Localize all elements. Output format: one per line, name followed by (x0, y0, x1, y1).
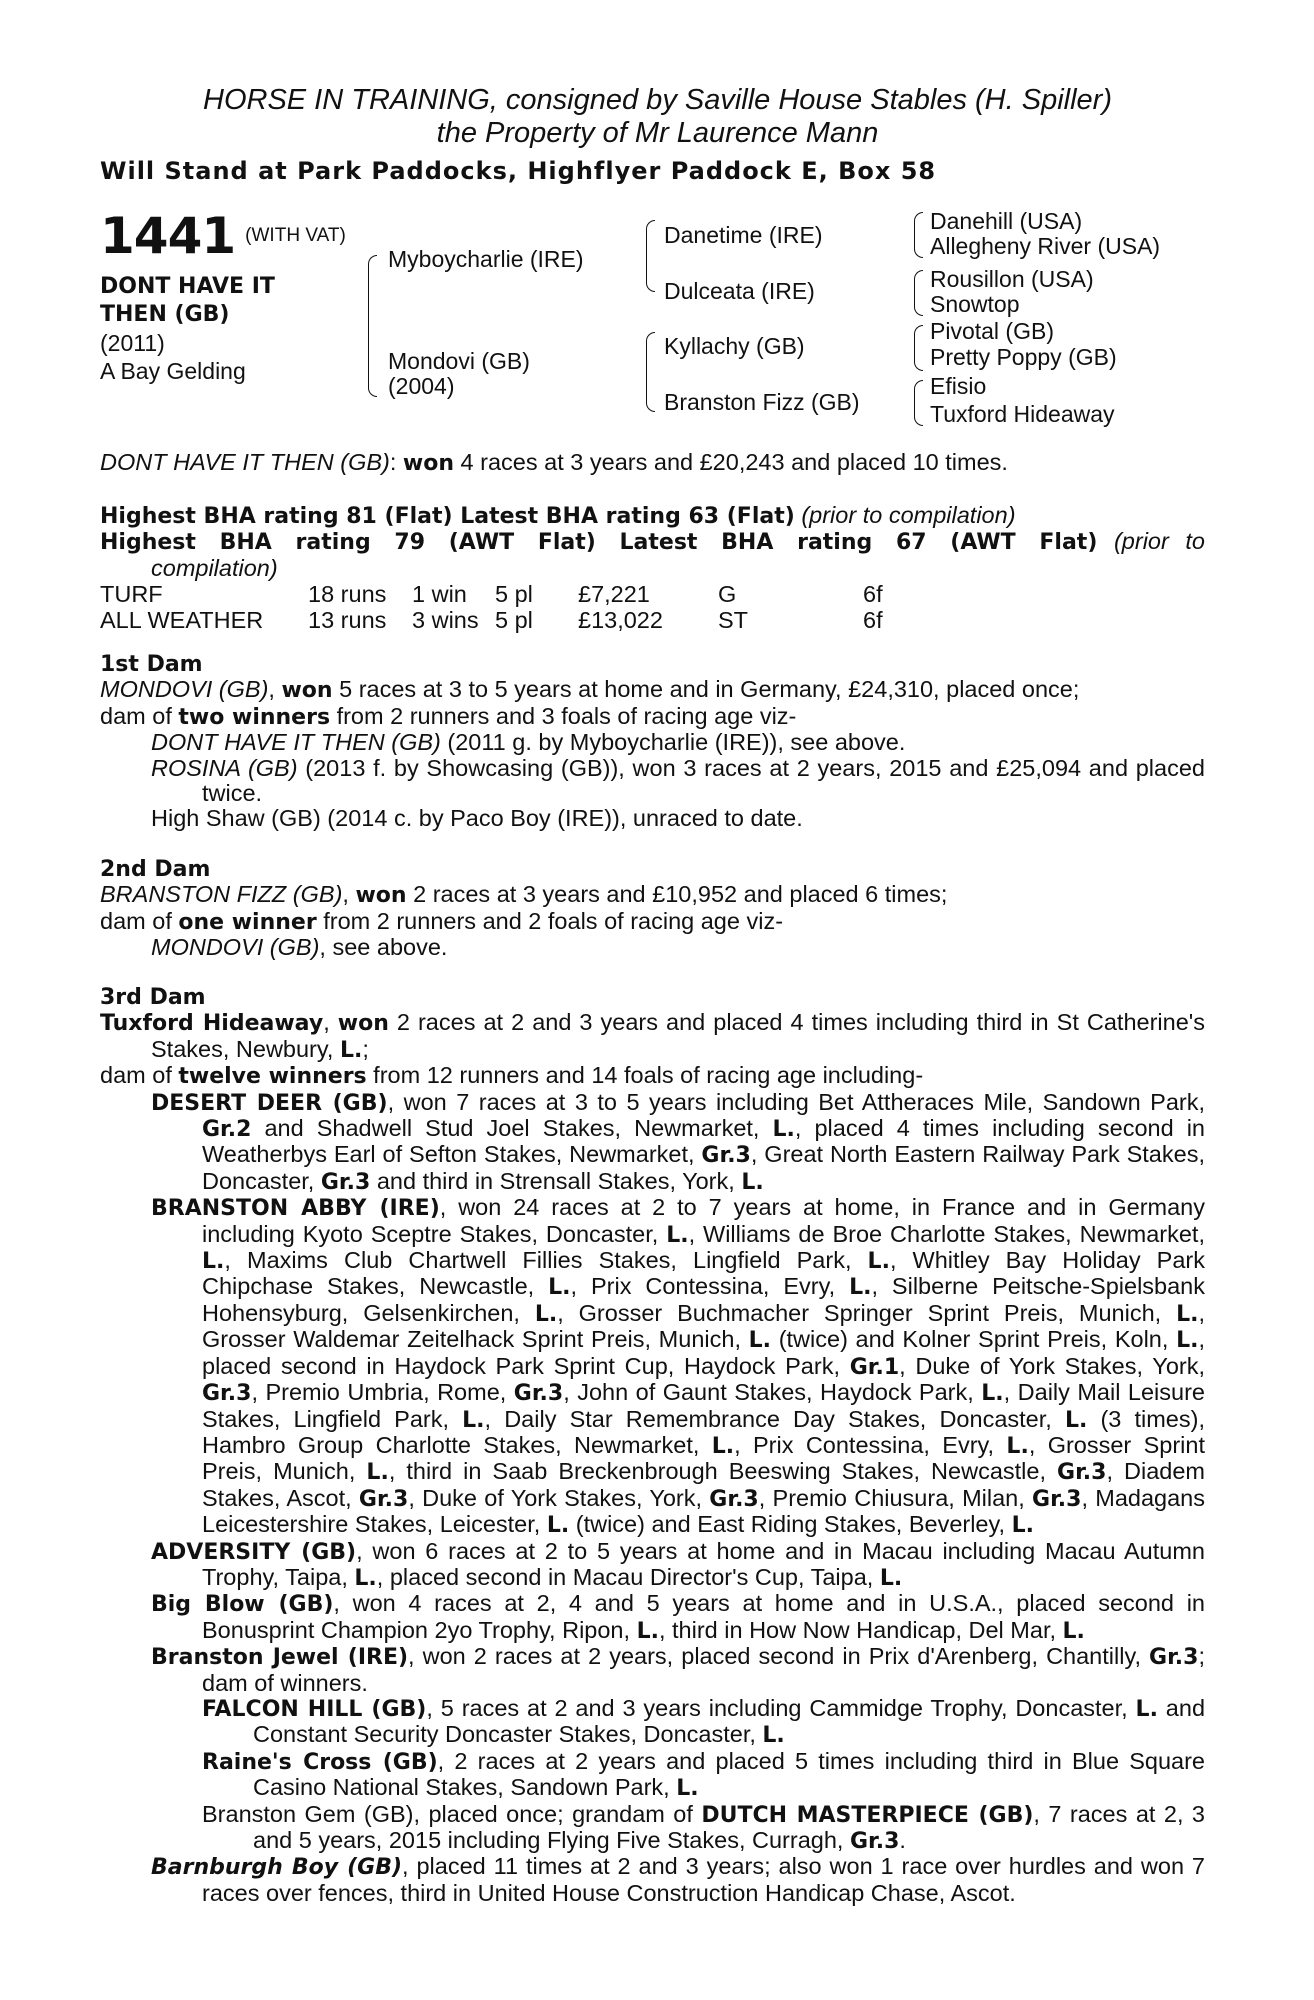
list-item: Branston Gem (GB), placed once; grandam of DUTCH MASTERPIECE (GB), 7 races at 2, 3 and 5 years, 2015 including Flying Five Stakes, Curragh, Gr.3. (202, 1800, 1205, 1854)
pedigree-g7: Efisio (930, 373, 987, 399)
dam-sire: Kyllachy (GB) (664, 333, 805, 359)
race-summary: DONT HAVE IT THEN (GB): won 4 races at 3 years and £20,243 and placed 10 times. (100, 449, 1008, 476)
list-item: ROSINA (GB) (2013 f. by Showcasing (GB)), won 3 races at 2 years, 2015 and £25,094 and placed twice. (151, 754, 1205, 807)
lot-number: 1441 (100, 207, 236, 265)
list-item: Big Blow (GB), won 4 races at 2, 4 and 5 years at home and in U.S.A., placed second in Bonusprint Champion 2yo Trophy, Ripon, L., third in How Now Handicap, Del Mar, L. (151, 1590, 1205, 1644)
first-dam-section: 1st Dam MONDOVI (GB), won 5 races at 3 to 5 years at home and in Germany, £24,310, placed once; dam of two winners from 2 runners and 3 foals of racing age viz- DONT HAVE IT THEN (GB) (2011 g. by Myboycharlie (IRE)), see above. ROSINA (GB) (2013 f. by Showcasing (GB)), won 3 races at 2 years, 2015 and £25,094 and placed twice. High Shaw (GB) (2014 c. by Paco Boy (IRE)), unraced to date. (100, 652, 1205, 832)
pedigree-g1: Danehill (USA) (930, 208, 1083, 234)
horse-description: A Bay Gelding (100, 358, 246, 384)
dam-year: (2004) (388, 373, 455, 399)
pedigree-bracket (914, 380, 923, 426)
owner-line: the Property of Mr Laurence Mann (436, 117, 879, 149)
lot-block (100, 207, 360, 385)
horse-name-line1: DONT HAVE IT (100, 274, 275, 299)
second-dam-section: 2nd Dam BRANSTON FIZZ (GB), won 2 races at 3 years and £10,952 and placed 6 times; dam of one winner from 2 runners and 2 foals of racing age viz- MONDOVI (GB), see above. (100, 857, 1205, 961)
pedigree-bracket (914, 325, 923, 371)
lot-header (100, 84, 1215, 188)
list-item: MONDOVI (GB), see above. (151, 934, 448, 961)
list-item: DONT HAVE IT THEN (GB) (2011 g. by Myboycharlie (IRE)), see above. (151, 729, 906, 756)
pedigree-bracket (646, 220, 655, 292)
dam-dam: Branston Fizz (GB) (664, 389, 860, 415)
sire-sire: Danetime (IRE) (664, 222, 823, 248)
pedigree-g6: Pretty Poppy (GB) (930, 344, 1117, 370)
ratings-block (100, 503, 1205, 633)
pedigree-bracket (914, 270, 923, 316)
rating-line-flat: Highest BHA rating 81 (Flat) Latest BHA rating 63 (Flat) (prior to compilation) (100, 502, 1016, 529)
section-heading: 1st Dam (100, 652, 203, 677)
dam: Mondovi (GB) (388, 348, 530, 374)
summary-name: DONT HAVE IT THEN (GB) (100, 449, 390, 475)
vat-label: (WITH VAT) (245, 225, 346, 246)
section-heading: 3rd Dam (100, 985, 206, 1010)
list-item: BRANSTON ABBY (IRE), won 24 races at 2 to 7 years at home, in France and in Germany including Kyoto Sceptre Stakes, Doncaster, L., Williams de Broe Charlotte Stakes, Newmarket, L., Maxims Club Chartwell Fillies Stakes, Lingfield Park, L., Whitley Bay Holiday Park Chipchase Stakes, Newcastle, L., Prix Contessina, Evry, L., Silberne Peitsche-Spielsbank Hohensyburg, Gelsenkirchen, L., Grosser Buchmacher Springer Sprint Preis, Munich, L., Grosser Waldemar Zeitelhack Sprint Preis, Munich, L. (twice) and Kolner Sprint Preis, Koln, L., placed second in Haydock Park Sprint Cup, Haydock Park, Gr.1, Duke of York Stakes, York, Gr.3, Premio Umbria, Rome, Gr.3, John of Gaunt Stakes, Haydock Park, L., Daily Mail Leisure Stakes, Lingfield Park, L., Daily Star Remembrance Day Stakes, Doncaster, L. (3 times), Hambro Group Charlotte Stakes, Newmarket, L., Prix Contessina, Evry, L., Grosser Sprint Preis, Munich, L., third in Saab Breckenbrough Beeswing Stakes, Newcastle, Gr.3, Diadem Stakes, Ascot, Gr.3, Duke of York Stakes, York, Gr.3, Premio Chiusura, Milan, Gr.3, Madagans Leicestershire Stakes, Leicester, L. (twice) and East Riding Stakes, Beverley, L. (151, 1194, 1206, 1539)
list-item: Branston Jewel (IRE), won 2 races at 2 years, placed second in Prix d'Arenberg, Chantilly, Gr.3; dam of winners. (151, 1643, 1205, 1696)
pedigree-g4: Snowtop (930, 291, 1020, 317)
list-item: DESERT DEER (GB), won 7 races at 3 to 5 years including Bet Attheraces Mile, Sandown Park, Gr.2 and Shadwell Stud Joel Stakes, Newmarket, L., placed 4 times including second in Weatherbys Earl of Sefton Stakes, Newmarket, Gr.3, Great North Eastern Railway Park Stakes, Doncaster, Gr.3 and third in Strensall Stakes, York, L. (151, 1088, 1205, 1195)
list-item: Raine's Cross (GB), 2 races at 2 years and placed 5 times including third in Blue Square Casino National Stakes, Sandown Park, L. (202, 1747, 1205, 1802)
section-heading: 2nd Dam (100, 857, 211, 882)
sire-dam: Dulceata (IRE) (664, 278, 815, 304)
pedigree-g5: Pivotal (GB) (930, 318, 1054, 344)
list-item: Barnburgh Boy (GB), placed 11 times at 2 and 3 years; also won 1 race over hurdles and won 7 races over fences, third in United House Construction Handicap Chase, Ascot. (151, 1853, 1205, 1906)
pedigree-g8: Tuxford Hideaway (930, 401, 1115, 427)
race-record-table (100, 581, 883, 633)
record-row-all-weather: ALL WEATHER 13 runs 3 wins 5 pl £13,022 ST 6f (100, 606, 883, 633)
record-row-turf: TURF 18 runs 1 win 5 pl £7,221 G 6f (100, 580, 883, 607)
list-item: High Shaw (GB) (2014 c. by Paco Boy (IRE)), unraced to date. (151, 805, 803, 832)
stand-location: Will Stand at Park Paddocks, Highflyer Paddock E, Box 58 (100, 157, 937, 185)
horse-name-line2: THEN (GB) (100, 302, 230, 327)
third-dam-section: 3rd Dam Tuxford Hideaway, won 2 races at 2 and 3 years and placed 4 times including third in St Catherine's Stakes, Newbury, L.; dam of twelve winners from 12 runners and 14 foals of racing age including- DESERT DEER (GB), won 7 races at 3 to 5 years including Bet Attheraces Mile, Sandown Park, Gr.2 and Shadwell Stud Joel Stakes, Newmarket, L., placed 4 times including second in Weatherbys Earl of Sefton Stakes, Newmarket, Gr.3, Great North Eastern Railway Park Stakes, Doncaster, Gr.3 and third in Strensall Stakes, York, L. BRANSTON ABBY (IRE), won 24 races at 2 to 7 years at home, in France and in Germany including Kyoto Sceptre Stakes, Doncaster, L., Williams de Broe Charlotte Stakes, Newmarket, L., Maxims Club Chartwell Fillies Stakes, Lingfield Park, L., Whitley Bay Holiday Park Chipchase Stakes, Newcastle, L., Prix Contessina, Evry, L., Silberne Peitsche-Spielsbank Hohensyburg, Gelsenkirchen, L., Grosser Buchmacher Springer Sprint Preis, Munich, L., Grosser Waldemar Zeitelhack Sprint Preis, Munich, L. (twice) and Kolner Sprint Preis, Koln, L., placed second in Haydock Park Sprint Cup, Haydock Park, Gr.1, Duke of York Stakes, York, Gr.3, Premio Umbria, Rome, Gr.3, John of Gaunt Stakes, Haydock Park, L., Daily Mail Leisure Stakes, Lingfield Park, L., Daily Star Remembrance Day Stakes, Doncaster, L. (3 times), Hambro Group Charlotte Stakes, Newmarket, L., Prix Contessina, Evry, L., Grosser Sprint Preis, Munich, L., third in Saab Breckenbrough Beeswing Stakes, Newcastle, Gr.3, Diadem Stakes, Ascot, Gr.3, Duke of York Stakes, York, Gr.3, Premio Chiusura, Milan, Gr.3, Madagans Leicestershire Stakes, Leicester, L. (twice) and East Riding Stakes, Beverley, L. ADVERSITY (GB), won 6 races at 2 to 5 years at home and in Macau including Macau Autumn Trophy, Taipa, L., placed second in Macau Director's Cup, Taipa, L. Big Blow (GB), won 4 races at 2, 4 and 5 years at home and in U.S.A., placed second in Bonusprint Champion 2yo Trophy, Ripon, L., third in How Now Handicap, Del Mar, L. Branston Jewel (IRE), won 2 races at 2 years, placed second in Prix d'Arenberg, Chantilly, Gr.3; dam of winners. FALCON HILL (GB), 5 races at 2 and 3 years including Cammidge Trophy, Doncaster, L. and Constant Security Doncaster Stakes, Doncaster, L. Raine's Cross (GB), 2 races at 2 years and placed 5 times including third in Blue Square Casino National Stakes, Sandown Park, L. Branston Gem (GB), placed once; grandam of DUTCH MASTERPIECE (GB), 7 races at 2, 3 and 5 years, 2015 including Flying Five Stakes, Curragh, Gr.3. Barnburgh Boy (GB), placed 11 times at 2 and 3 years; also won 1 race over hurdles and won 7 races over fences, third in United House Construction Handicap Chase, Ascot. (100, 985, 1206, 1906)
list-item: FALCON HILL (GB), 5 races at 2 and 3 years including Cammidge Trophy, Doncaster, L. and Constant Security Doncaster Stakes, Doncaster, L. (202, 1694, 1206, 1749)
sire: Myboycharlie (IRE) (388, 246, 584, 272)
pedigree-bracket (646, 332, 655, 412)
pedigree-bracket (368, 255, 377, 397)
pedigree-bracket (914, 212, 923, 258)
foaling-year: (2011) (100, 330, 165, 356)
pedigree-g3: Rousillon (USA) (930, 266, 1094, 292)
rating-line-awt: Highest BHA rating 79 (AWT Flat) Latest BHA rating 67 (AWT Flat) (prior to compilation) (100, 528, 1205, 581)
consignor-line: HORSE IN TRAINING, consigned by Saville House Stables (H. Spiller) (203, 84, 1112, 116)
list-item: ADVERSITY (GB), won 6 races at 2 to 5 years at home and in Macau including Macau Autumn Trophy, Taipa, L., placed second in Macau Director's Cup, Taipa, L. (151, 1537, 1205, 1591)
pedigree-g2: Allegheny River (USA) (930, 233, 1161, 259)
